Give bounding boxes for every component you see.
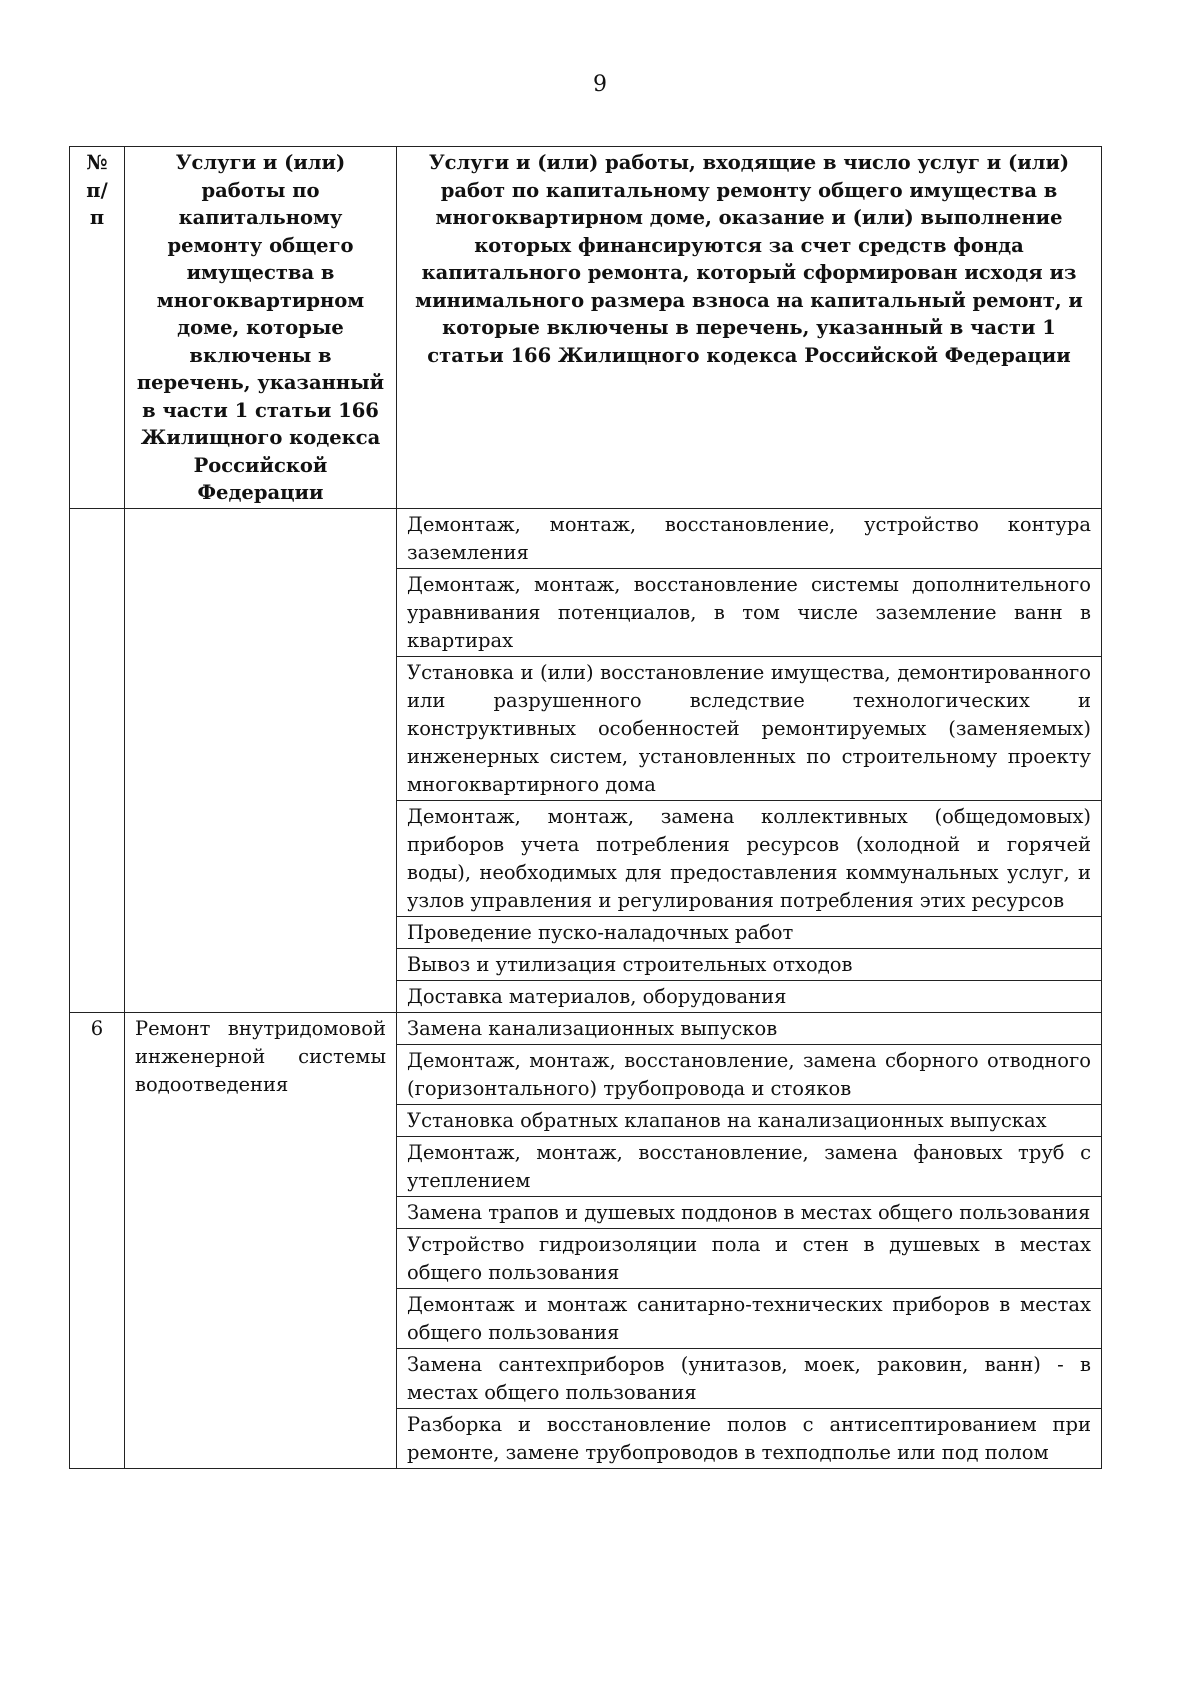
work-item: Замена трапов и душевых поддонов в местах общего пользования: [397, 1196, 1102, 1228]
work-item: Проведение пуско-наладочных работ: [397, 916, 1102, 948]
work-item: Демонтаж, монтаж, восстановление, устройство контура заземления: [397, 508, 1102, 568]
header-service: Услуги и (или) работы по капитальному ремонту общего имущества в многоквартирном доме, которые включены в перечень, указанный в части 1 статьи 166 Жилищного кодекса Российской Федерации: [125, 147, 397, 509]
service-empty: [125, 508, 397, 1012]
work-item: Демонтаж, монтаж, восстановление системы дополнительного уравнивания потенциалов, в том числе заземление ванн в квартирах: [397, 568, 1102, 656]
page-number: 9: [593, 72, 607, 97]
table-row: [70, 508, 1102, 568]
work-item: Демонтаж, монтаж, восстановление, замена сборного отводного (горизонтального) трубопровода и стояков: [397, 1044, 1102, 1104]
row-number-empty: [70, 508, 125, 1012]
work-item: Демонтаж и монтаж санитарно-технических приборов в местах общего пользования: [397, 1288, 1102, 1348]
row-number: 6: [70, 1012, 125, 1468]
work-item: Установка обратных клапанов на канализационных выпусках: [397, 1104, 1102, 1136]
work-item: Демонтаж, монтаж, восстановление, замена фановых труб с утеплением: [397, 1136, 1102, 1196]
table-header-row: [70, 147, 1102, 509]
work-item: Замена канализационных выпусков: [397, 1012, 1102, 1044]
work-item: Установка и (или) восстановление имущества, демонтированного или разрушенного вследствие технологических и конструктивных особенностей ремонтируемых (заменяемых) инженерных систем, установленных по строительному проекту многоквартирного дома: [397, 656, 1102, 800]
work-item: Разборка и восстановление полов с антисептированием при ремонте, замене трубопроводов в техподполье или под полом: [397, 1408, 1102, 1468]
works-table: [69, 146, 1102, 1469]
work-item: Вывоз и утилизация строительных отходов: [397, 948, 1102, 980]
work-item: Устройство гидроизоляции пола и стен в душевых в местах общего пользования: [397, 1228, 1102, 1288]
header-works: Услуги и (или) работы, входящие в число услуг и (или) работ по капитальному ремонту общего имущества в многоквартирном доме, оказание и (или) выполнение которых финансируются за счет средств фонда капитального ремонта, который сформирован исходя из минимального размера взноса на капитальный ремонт, и которые включены в перечень, указанный в части 1 статьи 166 Жилищного кодекса Российской Федерации: [397, 147, 1102, 509]
header-number: № п/п: [70, 147, 125, 509]
work-item: Демонтаж, монтаж, замена коллективных (общедомовых) приборов учета потребления ресурсов (холодной и горячей воды), необходимых для предоставления коммунальных услуг, и узлов управления и регулирования потребления этих ресурсов: [397, 800, 1102, 916]
service-name: Ремонт внутридомовой инженерной системы водоотведения: [125, 1012, 397, 1468]
work-item: Доставка материалов, оборудования: [397, 980, 1102, 1012]
table-row: [70, 1012, 1102, 1044]
work-item: Замена сантехприборов (унитазов, моек, раковин, ванн) - в местах общего пользования: [397, 1348, 1102, 1408]
